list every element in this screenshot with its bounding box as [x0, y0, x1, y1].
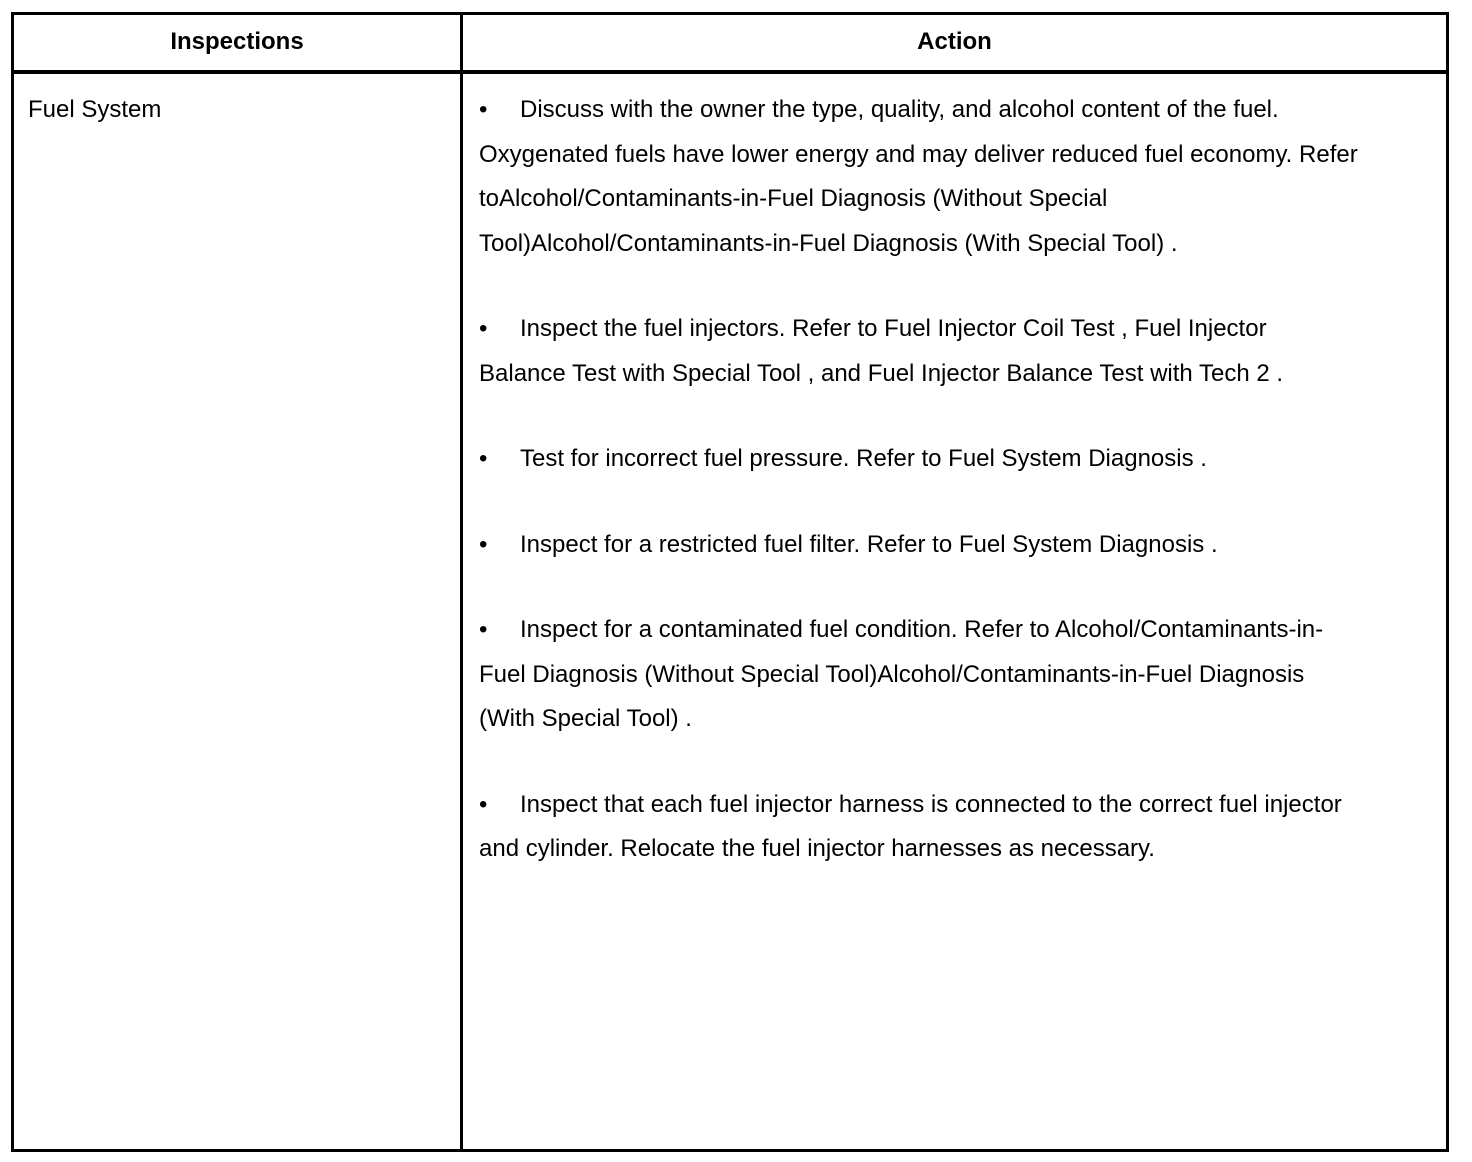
action-text: Inspect the fuel injectors. Refer to Fuel Injector Coil Test , Fuel Injector Balance Test with Special Tool , and Fuel Injector Balance Test with Tech 2 . — [479, 315, 1284, 387]
action-text: Discuss with the owner the type, quality, and alcohol content of the fuel. Oxygenated fuels have lower energy and may deliver reduced fuel economy. Refer toAlcohol/Contaminants-in-Fuel Diagnosis (Without Special Tool)Alcohol/Contaminants-in-Fuel Diagnosis (With Special Tool) . — [479, 96, 1358, 257]
action-cell — [479, 88, 1359, 913]
action-item — [479, 523, 1359, 568]
action-item — [479, 783, 1359, 872]
action-text: Inspect for a restricted fuel filter. Refer to Fuel System Diagnosis . — [520, 530, 1218, 558]
header-inspections: Inspections — [170, 28, 304, 55]
header-divider — [11, 70, 1449, 74]
action-item — [479, 608, 1359, 742]
action-item — [479, 307, 1359, 396]
header-action: Action — [917, 28, 992, 55]
inspection-cell-fuel-system: Fuel System — [28, 96, 162, 123]
action-item — [479, 88, 1359, 266]
bullet-icon: • — [479, 315, 488, 342]
action-item — [479, 437, 1359, 482]
column-divider — [460, 12, 463, 1152]
bullet-icon: • — [479, 790, 488, 818]
action-text: Test for incorrect fuel pressure. Refer to Fuel System Diagnosis . — [520, 445, 1207, 472]
bullet-icon: • — [479, 616, 488, 643]
bullet-icon: • — [479, 96, 488, 123]
action-text: Inspect for a contaminated fuel condition. Refer to Alcohol/Contaminants-in-Fuel Diagnosis (Without Special Tool)Alcohol/Contaminants-in-Fuel Diagnosis (With Special Tool) . — [479, 616, 1324, 732]
bullet-icon: • — [479, 530, 488, 558]
action-text: Inspect that each fuel injector harness is connected to the correct fuel injector and cylinder. Relocate the fuel injector harnesses as necessary. — [479, 790, 1342, 862]
bullet-icon: • — [479, 445, 488, 472]
